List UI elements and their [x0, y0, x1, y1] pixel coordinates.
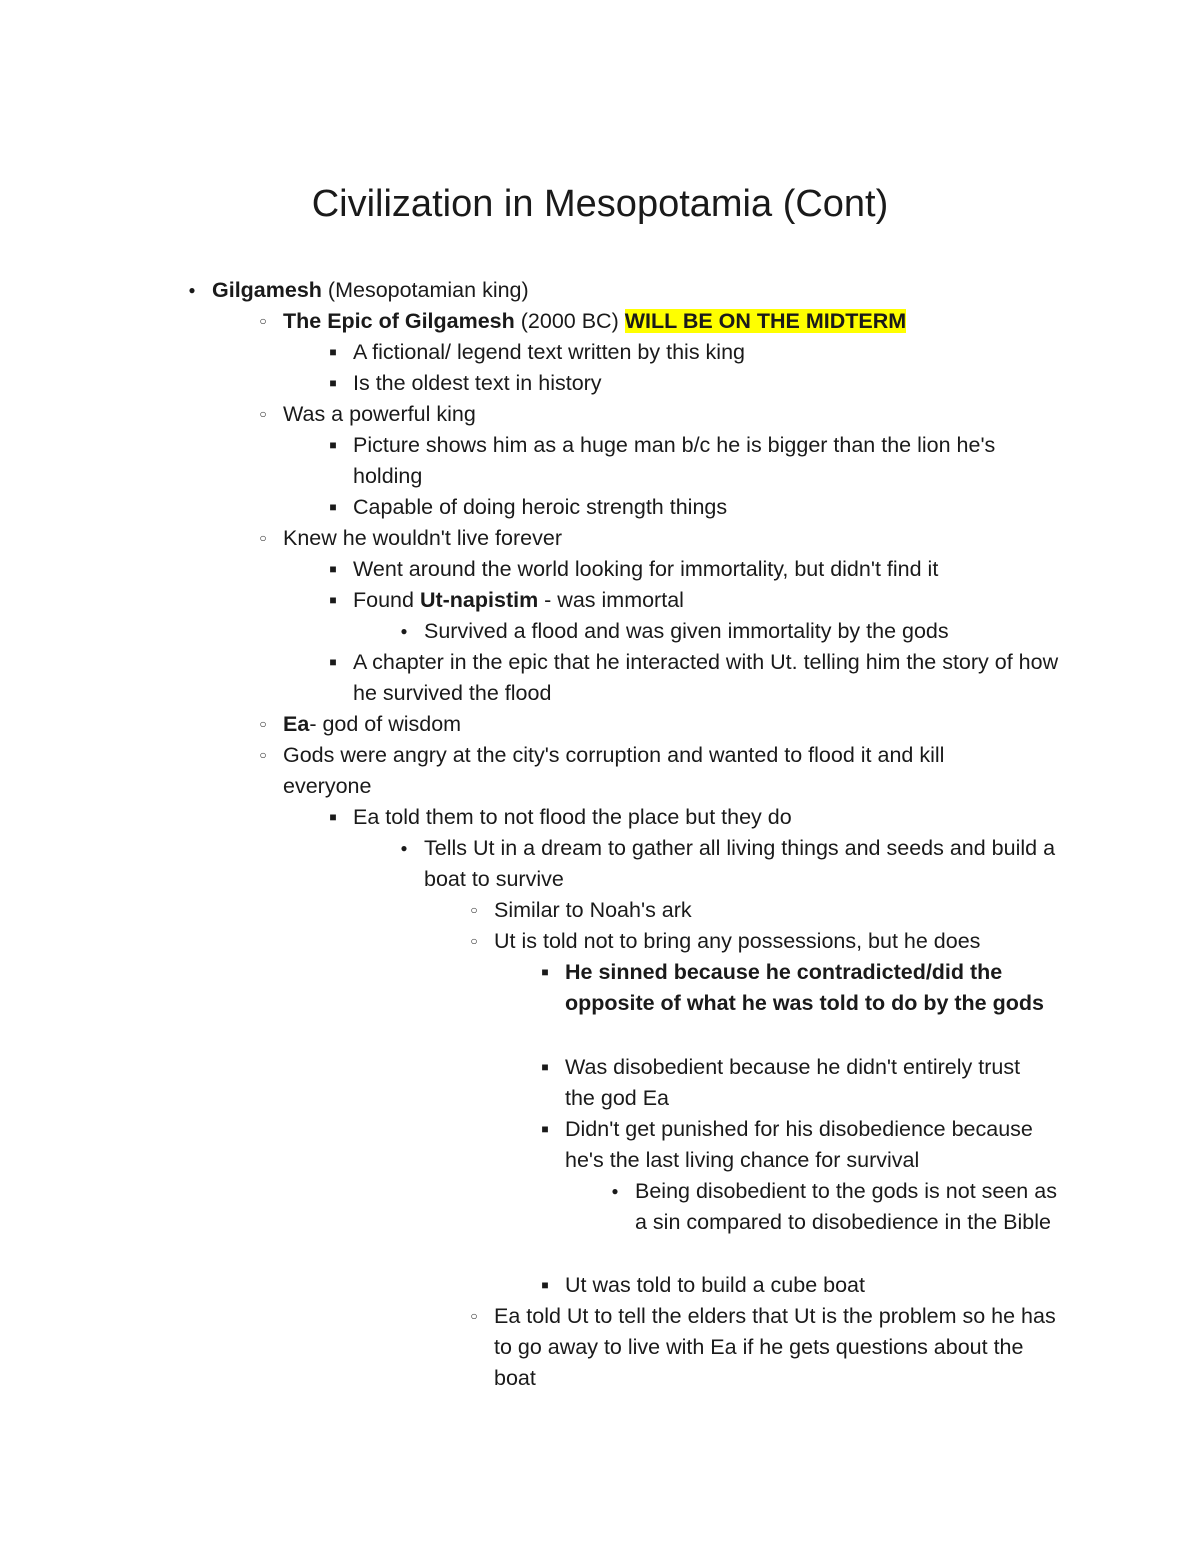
square-bullet-icon: ■ — [329, 562, 337, 576]
list-item — [329, 802, 792, 833]
list-item — [329, 585, 684, 616]
square-bullet-icon: ■ — [329, 345, 337, 359]
list-item — [541, 1114, 1060, 1176]
list-item — [259, 306, 907, 337]
list-item — [259, 740, 1028, 802]
square-bullet-icon: ■ — [329, 810, 337, 824]
square-bullet-icon: ■ — [329, 438, 337, 452]
item-text: Ea told them to not flood the place but they do — [353, 805, 792, 829]
list-item — [329, 492, 728, 523]
hollow-bullet-icon: ○ — [259, 407, 267, 421]
item-text: A fictional/ legend text written by this king — [353, 340, 745, 364]
hollow-bullet-icon: ○ — [470, 903, 478, 917]
item-text: Capable of doing heroic strength things — [353, 495, 728, 519]
list-item — [611, 1176, 1065, 1238]
hollow-bullet-icon: ○ — [259, 717, 267, 731]
item-bold-text: Gilgamesh — [212, 278, 322, 302]
square-bullet-icon: ■ — [541, 1122, 549, 1136]
list-item — [329, 430, 1068, 492]
list-item — [541, 1052, 1055, 1114]
square-bullet-icon: ■ — [329, 500, 337, 514]
filled-bullet-icon: ● — [611, 1184, 619, 1198]
document-title: Civilization in Mesopotamia (Cont) — [311, 183, 889, 225]
hollow-bullet-icon: ○ — [470, 1309, 478, 1323]
square-bullet-icon: ■ — [541, 1060, 549, 1074]
filled-bullet-icon: ● — [400, 841, 408, 855]
list-item — [259, 523, 562, 554]
item-text: Was a powerful king — [283, 402, 476, 426]
list-item — [329, 337, 745, 368]
item-text: (2000 BC) — [514, 309, 625, 333]
square-bullet-icon: ■ — [541, 1278, 549, 1292]
list-item — [470, 926, 981, 957]
list-item — [541, 1270, 865, 1301]
list-item — [400, 616, 949, 647]
item-text: Was disobedient because he didn't entirely trust the god Ea — [565, 1055, 1021, 1110]
list-item — [470, 895, 692, 926]
list-item — [329, 647, 1068, 709]
item-text: Ut is told not to bring any possessions, but he does — [494, 929, 981, 953]
item-bold-text: He sinned because he contradicted/did the opposite of what he was told to do by the gods — [565, 960, 1044, 1015]
item-text: Ea told Ut to tell the elders that Ut is the problem so he has to go away to live with Ea if he gets questions about the boat — [494, 1304, 1056, 1390]
item-bold-text: Ut-napistim — [419, 588, 539, 612]
list-item — [188, 275, 529, 306]
list-item — [259, 709, 462, 740]
square-bullet-icon: ■ — [329, 376, 337, 390]
filled-bullet-icon: ● — [400, 624, 408, 638]
item-bold-text: The Epic of Gilgamesh — [283, 309, 515, 333]
hollow-bullet-icon: ○ — [259, 314, 267, 328]
item-text: - god of wisdom — [309, 712, 462, 736]
item-text: Picture shows him as a huge man b/c he is bigger than the lion he's holding — [353, 433, 996, 488]
list-item — [400, 833, 1064, 895]
item-text: Survived a flood and was given immortality by the gods — [424, 619, 949, 643]
item-text: A chapter in the epic that he interacted with Ut. telling him the story of how he survived the flood — [353, 650, 1059, 705]
list-item — [470, 1301, 1059, 1394]
hollow-bullet-icon: ○ — [470, 934, 478, 948]
list-item — [329, 368, 602, 399]
item-text: Tells Ut in a dream to gather all living things and seeds and build a boat to survive — [424, 836, 1056, 891]
midterm-highlight: WILL BE ON THE MIDTERM — [624, 309, 907, 333]
item-text: Is the oldest text in history — [353, 371, 602, 395]
item-text: Went around the world looking for immortality, but didn't find it — [353, 557, 939, 581]
list-item — [329, 554, 939, 585]
hollow-bullet-icon: ○ — [259, 748, 267, 762]
hollow-bullet-icon: ○ — [259, 531, 267, 545]
item-text: Being disobedient to the gods is not seen as a sin compared to disobedience in the Bible — [635, 1179, 1057, 1234]
filled-bullet-icon: ● — [188, 283, 196, 297]
item-text: (Mesopotamian king) — [321, 278, 529, 302]
square-bullet-icon: ■ — [329, 655, 337, 669]
item-bold-text: Ea — [283, 712, 310, 736]
item-text: Knew he wouldn't live forever — [283, 526, 562, 550]
item-text: Similar to Noah's ark — [494, 898, 692, 922]
item-text: Didn't get punished for his disobedience because he's the last living chance for survival — [565, 1117, 1033, 1172]
square-bullet-icon: ■ — [541, 965, 549, 979]
square-bullet-icon: ■ — [329, 593, 337, 607]
list-item — [259, 399, 476, 430]
item-text: Ut was told to build a cube boat — [565, 1273, 865, 1297]
item-text: Found — [353, 588, 420, 612]
item-text: Gods were angry at the city's corruption and wanted to flood it and kill everyone — [283, 743, 945, 798]
item-text: - was immortal — [538, 588, 684, 612]
list-item — [541, 957, 1055, 1019]
